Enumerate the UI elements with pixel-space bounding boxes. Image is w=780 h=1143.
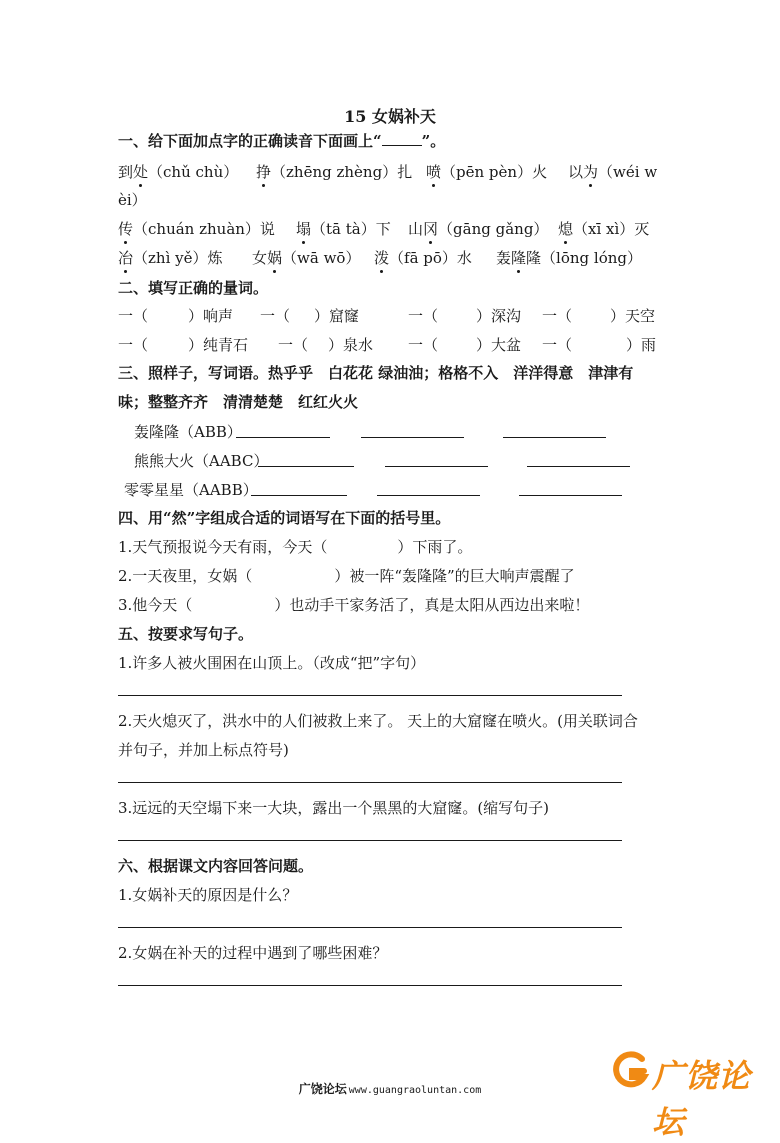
s4-question-1: 1.天气预报说今天有雨，今天（ ）下雨了。 (118, 538, 473, 556)
answer-line[interactable] (503, 437, 606, 438)
pinyin-item: 女娲（wā wō） (252, 249, 361, 267)
section-3-heading-line-1: 三、照样子，写词语。热乎乎 白花花 绿油油；格格不入 洋洋得意 津津有 (118, 364, 634, 382)
page-footer (0, 1080, 780, 1097)
answer-line[interactable] (118, 782, 622, 783)
answer-line[interactable] (361, 437, 464, 438)
answer-line[interactable] (236, 437, 330, 438)
section-4-heading: 四、用“然”字组成合适的词语写在下面的括号里。 (118, 509, 451, 527)
s5-question-3: 3.远远的天空塌下来一大块，露出一个黑黑的大窟窿。(缩写句子) (118, 799, 550, 817)
answer-line[interactable] (519, 495, 622, 496)
pinyin-item: 泼（fā pō）水 (374, 249, 472, 267)
s3-item-aabc: 熊熊大火（AABC） (134, 452, 269, 470)
s5-question-1: 1.许多人被火围困在山顶上。（改成“把”字句） (118, 654, 426, 672)
s4-question-3: 3.他今天（ ）也动手干家务活了，真是太阳从西边出来啦！ (118, 596, 590, 614)
s3-item-aabb: 零零星星（AABB） (124, 481, 258, 499)
pinyin-item: 熄（xī xì）灭 (558, 220, 650, 238)
section-2-heading: 二、填写正确的量词。 (118, 279, 269, 297)
pinyin-item: 到处（chǔ chù） (118, 163, 239, 181)
answer-line[interactable] (118, 840, 622, 841)
s4-question-2: 2.一天夜里，女娲（ ）被一阵“轰隆隆”的巨大响声震醒了 (118, 567, 575, 585)
answer-line[interactable] (118, 695, 622, 696)
answer-line[interactable] (385, 466, 488, 467)
answer-line[interactable] (527, 466, 630, 467)
answer-line[interactable] (258, 466, 354, 467)
pinyin-item: 冶（zhì yě）炼 (118, 249, 223, 267)
logo-text: 广饶论坛 (652, 1057, 752, 1141)
pinyin-item: 挣（zhēng zhèng）扎 (256, 163, 413, 181)
pinyin-item: 喷（pēn pèn）火 (426, 163, 548, 181)
answer-line[interactable] (377, 495, 480, 496)
s3-item-abb: 轰隆隆（ABB） (134, 423, 242, 441)
s5-question-2-line-1: 2.天火熄灭了，洪水中的人们被救上来了。 天上的大窟窿在喷火。(用关联词合 (118, 712, 638, 730)
pinyin-item: 传（chuán zhuàn）说 (118, 220, 275, 238)
pinyin-item: 塌（tā tà）下 (296, 220, 391, 238)
footer-site-name: 广饶论坛 (298, 1082, 347, 1096)
answer-blank (382, 145, 422, 146)
section-5-heading: 五、按要求写句子。 (118, 625, 254, 643)
answer-line[interactable] (118, 985, 622, 986)
pinyin-item: 山冈（gāng gǎng） (408, 220, 549, 238)
footer-url[interactable]: www.guangraoluntan.com (348, 1085, 482, 1096)
page-title: 15 女娲补天 (344, 107, 436, 126)
s1-line-1b: èi） (118, 191, 147, 209)
s6-question-1: 1.女娲补天的原因是什么？ (118, 886, 298, 904)
section-1-heading: 一、给下面加点字的正确读音下面画上“ ”。 (118, 132, 446, 150)
pinyin-item: 以为（wéi w (568, 163, 658, 181)
section-6-heading: 六、根据课文内容回答问题。 (118, 857, 314, 875)
answer-line[interactable] (251, 495, 347, 496)
answer-line[interactable] (118, 927, 622, 928)
pinyin-item: 轰隆隆（lōng lóng） (496, 249, 642, 267)
s5-question-2-line-2: 并句子，并加上标点符号) (118, 741, 289, 759)
s6-question-2: 2.女娲在补天的过程中遇到了哪些困难？ (118, 944, 388, 962)
section-3-heading-line-2: 味；整整齐齐 清清楚楚 红红火火 (118, 393, 359, 411)
